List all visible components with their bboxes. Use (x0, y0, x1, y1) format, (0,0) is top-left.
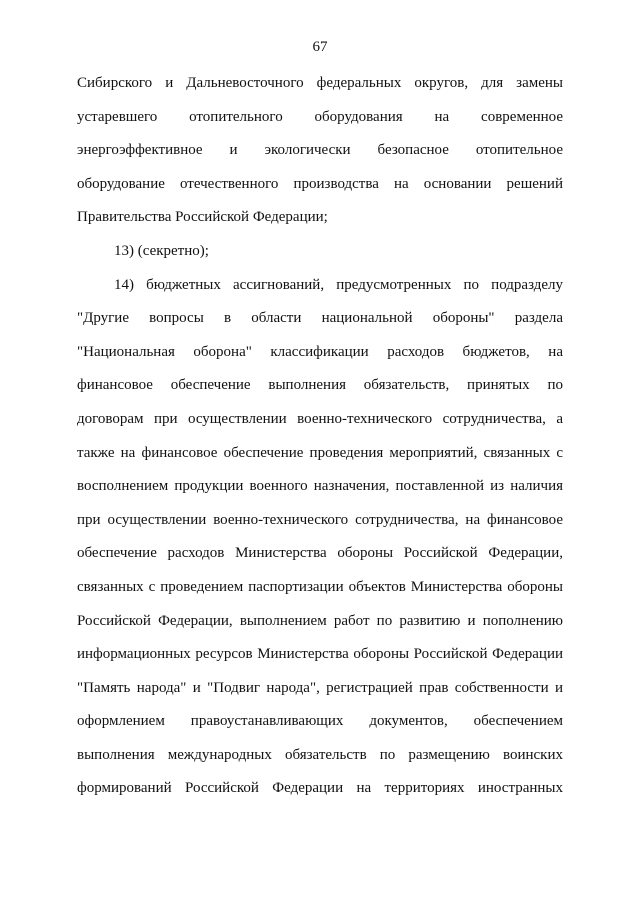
text-line: восполнением продукции военного назначения, поставленной из наличия (77, 478, 563, 495)
text-line: "Память народа" и "Подвиг народа", регистрацией прав собственности и (77, 679, 563, 696)
text-line: оформлением правоустанавливающих документов, обеспечением (77, 713, 563, 730)
text-line: Российской Федерации, выполнением работ по развитию и пополнению (77, 612, 563, 629)
text-line: устаревшего отопительного оборудования на современное (77, 108, 563, 125)
text-line: "Национальная оборона" классификации расходов бюджетов, на (77, 343, 563, 360)
text-line: 14) бюджетных ассигнований, предусмотренных по подразделу (114, 276, 563, 293)
text-line: информационных ресурсов Министерства обороны Российской Федерации (77, 646, 563, 663)
text-line: "Другие вопросы в области национальной обороны" раздела (77, 310, 563, 327)
text-line: энергоэффективное и экологически безопасное отопительное (77, 142, 563, 159)
text-line: связанных с проведением паспортизации объектов Министерства обороны (77, 578, 563, 595)
text-line: также на финансовое обеспечение проведения мероприятий, связанных с (77, 444, 563, 461)
text-line: оборудование отечественного производства на основании решений (77, 175, 563, 192)
text-line: 13) (секретно); (114, 242, 209, 259)
text-line: выполнения международных обязательств по размещению воинских (77, 746, 563, 763)
text-line: Сибирского и Дальневосточного федеральных округов, для замены (77, 75, 563, 91)
document-text (77, 74, 563, 813)
text-line: договорам при осуществлении военно-технического сотрудничества, а (77, 410, 563, 427)
text-line: при осуществлении военно-технического сотрудничества, на финансовое (77, 511, 563, 528)
text-line: формирований Российской Федерации на территориях иностранных (77, 780, 563, 797)
text-line: финансовое обеспечение выполнения обязательств, принятых по (77, 377, 563, 394)
page-number: 67 (312, 39, 328, 55)
text-line: обеспечение расходов Министерства обороны Российской Федерации, (77, 545, 563, 562)
text-line: Правительства Российской Федерации; (77, 209, 328, 226)
